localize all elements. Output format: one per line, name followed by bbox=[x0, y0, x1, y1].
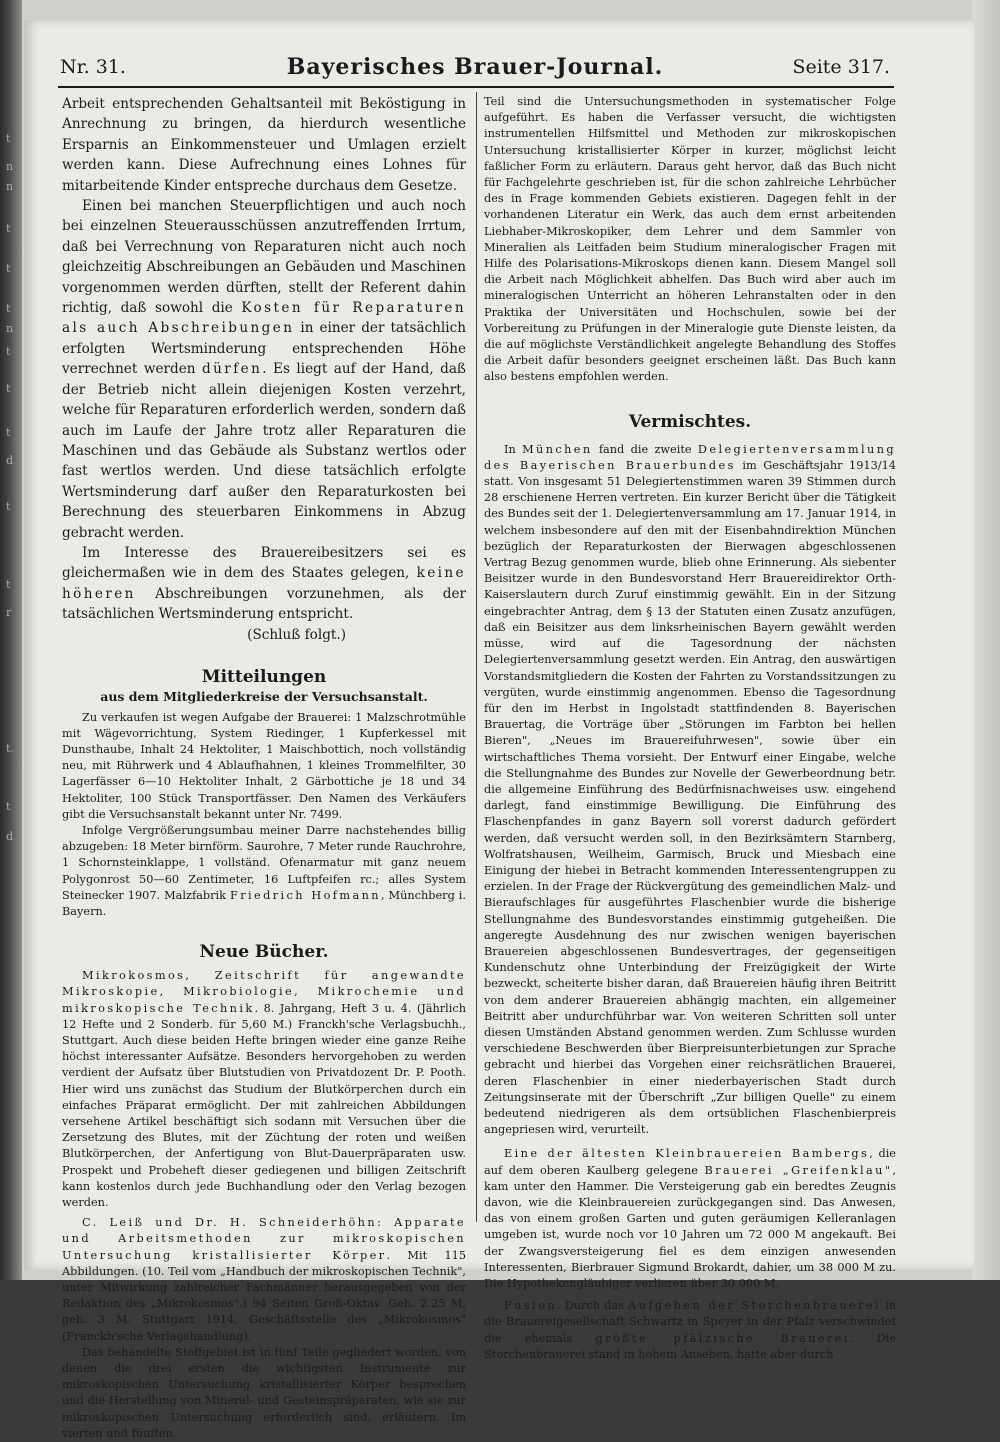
margin-fragment: t bbox=[6, 500, 11, 513]
margin-fragment: t bbox=[6, 800, 11, 813]
book-review-paragraph bbox=[62, 1215, 466, 1345]
margin-fragment: n bbox=[6, 180, 14, 193]
text-run: . Mit 115 Abbildungen. (10. Teil vom „Handbuch der mikroskopischen Technik", unter Mitwirkung zahlreicher Fachmänner herausgegeben von der Redaktion des „Mikrokosmos".) 94 Seiten Groß-Oktav. Geh. 2.25 M, geb. 3 M. Stuttgart 1914, Geschäftsstelle des „Mikrokosmos" (Franckh'sche Verlagshandlung). bbox=[62, 1248, 467, 1343]
text-run: fand die zweite bbox=[592, 442, 698, 456]
page-number: Seite 317. bbox=[792, 56, 890, 78]
text-run: , Münchberg i. Bayern. bbox=[62, 888, 466, 918]
spaced-emphasis: Eine der ältesten Kleinbrauereien Bambergs bbox=[504, 1147, 870, 1161]
margin-fragment: n bbox=[6, 322, 14, 335]
section-title-neue-buecher: Neue Bücher. bbox=[199, 942, 329, 963]
spaced-emphasis: dürfen bbox=[202, 361, 263, 378]
spaced-emphasis: Aufgehen der Storchenbrauerei bbox=[628, 1299, 881, 1313]
margin-fragment: t bbox=[6, 132, 11, 145]
section-title-mitteilungen: Mitteilungen bbox=[201, 666, 327, 687]
text-run: . Es liegt auf der Hand, daß der Betrieb nicht allein diejenigen Kosten verzehrt, welche für Reparaturen erforderlich werden, sondern daß auch im Laufe der Jahre trotz aller Reparaturen die Maschinen und das Gebäude als Substanz wertlos oder fast wertlos werden. Und diese tatsächlich erfolgte Wertsminderung darf außer den Reparaturkosten bei Berechnung des steuerbaren Einkommens in Abzug gebracht werden. bbox=[62, 361, 467, 541]
book-title: C. Leiß und Dr. H. Schneiderhöhn: Apparate und Arbeitsmethoden zur mikroskopischen Untersuchung kristallisierter Körper bbox=[62, 1216, 466, 1262]
text-run: Im Interesse des Brauereibesitzers sei es gleichermaßen wie in dem des Staates gelegen, bbox=[62, 544, 466, 582]
spaced-emphasis: Friedrich Hofmann bbox=[229, 888, 381, 902]
article-continuation-paragraph: Arbeit entsprechenden Gehaltsanteil mit Beköstigung in Anrechnung zu bringen, da hierdurch wesentliche Ersparnis an Einkommensteuer und Umlagen erzielt werden kann. Diese Aufrechnung eines Lohnes für mitarbeitende Kinder entspreche durchaus dem Gesetze. bbox=[62, 96, 466, 194]
text-run: , die auf dem oberen Kaulberg gelegene bbox=[484, 1147, 896, 1177]
text-run: in die Brauereigesellschaft Schwartz in Speyer in der Pfalz verschwindet die ehemals bbox=[484, 1299, 896, 1345]
spaced-emphasis: Kosten für Reparaturen als auch Abschreibungen bbox=[62, 300, 466, 337]
margin-fragment: t bbox=[6, 426, 11, 439]
book-review-paragraph bbox=[62, 968, 466, 1211]
section-title-vermischtes: Vermischtes. bbox=[628, 411, 752, 432]
to-be-continued-note: (Schluß folgt.) bbox=[247, 626, 346, 643]
section-subtitle: aus dem Mitgliederkreise der Versuchsanstalt. bbox=[100, 688, 428, 704]
text-run: . Die Storchenbrauerei stand in hohem Ansehen, hatte aber durch bbox=[484, 1331, 897, 1361]
notice-paragraph bbox=[62, 823, 466, 920]
journal-title: Bayerisches Brauer-Journal. bbox=[286, 54, 664, 80]
margin-fragment: d bbox=[6, 830, 14, 843]
page-edge-right bbox=[972, 0, 1000, 1280]
text-run: In bbox=[504, 442, 523, 456]
margin-fragment: t. bbox=[6, 742, 14, 755]
margin-fragment: t bbox=[6, 222, 11, 235]
right-column bbox=[484, 94, 896, 1363]
book-title: Mikrokosmos, Zeitschrift für angewandte Mikroskopie, Mikrobiologie, Mikrochemie und mikroskopische Technik bbox=[62, 969, 466, 1015]
text-run: , kam unter den Hammer. Die Versteigerung gab ein beredtes Zeugnis davon, wie die Kleinbrauereien zurückgegangen sind. Das Anwesen, das von einem großen Garten und guten geräumigen Kelleranlagen umgeben ist, wurde noch vor 10 Jahren um 72 000 M angekauft. Bei der Zwangsversteigerung fiel es dem einzigen anwesenden Interessenten, Bierbrauer Sigmund Brokardt, dahier, um 38 000 M zu. Die Hypothekengläubiger verlieren über 30 000 M. bbox=[484, 1163, 897, 1291]
text-run: im Geschäftsjahr 1913/14 statt. Von insgesamt 51 Delegiertenstimmen waren 39 Stimmen durch 28 erschienene Herren vertreten. Ein kurzer Bericht über die Tätigkeit des Bundes seit der 1. Delegiertenversammlung am 17. Januar 1914, in welchem insbesondere auf den mit der Eisenbahndirektion München bezüglich der Reparaturkosten der Bierwagen abgeschlossenen Vertrag Bezug genommen wurde, blieb ohne Erinnerung. Als siebenter Beisitzer wurde in den Bundesvorstand Herr Brauereidirektor Orth-Kaiserslautern durch Zuruf einstimmig gewählt. Ein in der Sitzung eingebrachter Antrag, dem § 13 der Statuten einen Zusatz anzufügen, daß ein Beisitzer aus dem linksrheinischen Bayern gewählt werden müsse, wird auf die Tagesordnung der nächsten Delegiertenversammlung gesetzt werden. Ein Antrag, den auswärtigen Vorstandsmitgliedern die Kosten der Fahrten zu Vorstandssitzungen zu vergüten, wurde einstimmig angenommen. Ebenso die Tagesordnung für den im Herbst in Ingolstadt stattfindenden 8. Bayerischen Brauertag, die Vorträge über „Störungen im Farbton bei hellen Bieren", „Neues im Brauereifuhrwesen", sowie über ein wirtschaftliches Thema vorsieht. Der Entwurf einer Eingabe, welche die Stellungnahme des Bundes zur Novelle der Gewerbeordnung betr. die allgemeine Einführung des Bedürfnisnachweises usw. eingehend darlegt, fand einstimmige Bewilligung. Die Einführung des Flaschenpfandes in ganz Bayern soll vorerst dadurch gefördert werden, daß versucht werden soll, in den Bezirksämtern Starnberg, Wolfratshausen, Weilheim, Garmisch, Bruck und Miesbach eine Einigung der hiebei in Betracht kommenden Interessentengruppen zu erzielen. In der Frage der Rückvergütung des gemeindlichen Malz- und Bieraufschlages für ausgeführtes Flaschenbier wurde die bisherige Stellungnahme des Bundesvorstandes einstimmig gutgeheißen. Die angeregte Ausdehnung des nur zwischen wenigen bayerischen Brauereien abgeschlossenen Bundesvertrages, der gegenseitigen Kundenschutz ohne Unterbindung der Freizügigkeit der Wirte bezweckt, scheiterte bisher daran, daß Brauereien häufig ihren Beitritt von dem anderer Brauereien abhängig machten, ein allgemeiner Beitritt aber undurchführbar war. Von weiteren Schritten soll unter diesen Umständen Abstand genommen werden. Zum Schlusse wurden verschiedene Beschwerden über Bierpreisunterbietungen zur Sprache gebracht und hierbei das Vorgehen einer reichsrätlichen Brauerei, deren Flaschenbier in einer niederbayerischen Stadt durch Zeitungsinserate mit der Überschrift „Zur billigen Quelle" zu einem bedeutend niedrigeren als dem ortsüblichen Flaschenbierpreis angepriesen wird, verurteilt. bbox=[484, 458, 896, 1137]
margin-fragment: t bbox=[6, 262, 11, 275]
margin-fragment: t bbox=[6, 345, 11, 358]
spaced-emphasis: Delegiertenversammlung des Bayerischen Brauerbundes bbox=[484, 442, 896, 472]
text-run: . 8. Jahrgang, Heft 3 u. 4. (Jährlich 12 Hefte und 2 Sonderb. für 5,60 M.) Franckh'sche Verlagsbuchh., Stuttgart. Auch diese beiden Hefte bringen wieder eine ganze Reihe höchst interessanter Aufsätze. Besonders hervorgehoben zu werden verdient der Aufsatz über Blutstudien von Privatdozent Dr. P. Pooth. Hier wird uns zunächst das Studium der Blutkörperchen durch ein einfaches Präparat ermöglicht. Der mit zahlreichen Abbildungen versehene Artikel beschäftigt sich sodann mit Versuchen über die Zersetzung des Blutes, mit der Züchtung der roten und weißen Blutkörperchen, der Anfertigung von Blut-Dauerpräparaten usw. Prospekt und Probeheft dieser gediegenen und billigen Zeitschrift kann kostenlos durch jede Buchhandlung oder den Verlag bezogen werden. bbox=[62, 1001, 466, 1210]
spaced-emphasis: keine höheren bbox=[62, 565, 466, 602]
previous-page-fragments bbox=[0, 0, 22, 1280]
text-run: Einen bei manchen Steuerpflichtigen und auch noch bei einzelnen Steuerausschüssen anzutreffenden Irrtum, daß bei Verrechnung von Reparaturen nicht auch noch gleichzeitig Abschreibungen an Gebäuden und Maschinen vorgenommen werden dürften, stellt der Referent dahin richtig, daß sowohl die bbox=[62, 198, 466, 317]
margin-fragment: t bbox=[6, 302, 11, 315]
margin-fragment: d bbox=[6, 454, 14, 467]
spaced-emphasis: München bbox=[522, 442, 593, 456]
spaced-emphasis: Brauerei „Greifenklau" bbox=[704, 1163, 893, 1177]
blank-space bbox=[62, 645, 466, 667]
article-paragraph bbox=[62, 196, 466, 543]
text-run: Infolge Vergrößerungsumbau meiner Darre nachstehendes billig abzugeben: 18 Meter birnförm. Saurohre, 7 Meter runde Rauchrohre, 1 Schornsteinklappe, 1 vollständ. Ofenarmatur mit ganz neuem Polygonrost 50—60 Zentimeter, 16 Luftpfeifen rc.; alles System Steinecker 1907. Malzfabrik bbox=[62, 823, 466, 902]
news-paragraph bbox=[484, 1298, 896, 1363]
notice-paragraph: Zu verkaufen ist wegen Aufgabe der Brauerei: 1 Malzschrotmühle mit Wägevorrichtung, System Riedinger, 1 Kupferkessel mit Dunsthaube, Inhalt 24 Hektoliter, 1 Maischbottich, noch vollständig neu, mit Rührwerk und 4 Ablaufhahnen, 1 kleines Trommelfilter, 30 Lagerfässer 6—10 Hektoliter Inhalt, 2 Gärbottiche je 18 und 34 Hektoliter, 100 Stück Transportfässer. Den Namen des Verkäufers gibt die Versuchsanstalt bekannt unter Nr. 7499. bbox=[62, 710, 466, 821]
text-run: . Durch das bbox=[557, 1299, 629, 1313]
spaced-emphasis: Fusion bbox=[504, 1299, 558, 1313]
text-run: in einer der tatsächlich erfolgten Wertsminderung entsprechenden Höhe verrechnet werden bbox=[62, 320, 466, 378]
column-divider bbox=[476, 92, 477, 1222]
issue-number: Nr. 31. bbox=[60, 56, 126, 78]
book-review-continuation: Teil sind die Untersuchungsmethoden in systematischer Folge aufgeführt. Es haben die Verfasser versucht, die wichtigsten instrumentellen Hilfsmittel und Methoden zur mikroskopischen Untersuchung kristallisierter Körper in kurzer, möglichst leicht faßlicher Form zu erläutern. Daraus geht hervor, daß das Buch nicht für Fachgelehrte geschrieben ist, für die schon zahlreiche Lehrbücher des in Frage kommenden Gebiets existieren. Dagegen fehlt in der vorhandenen Literatur ein Werk, das auch dem ernst arbeitenden Liebhaber-Mikroskopiker, dem Lehrer und dem Sammler von Mineralien als Leitfaden beim Studium mineralogischer Fragen mit Hilfe des Polarisations-Mikroskops dienen kann. Diesem Mangel soll die Arbeit nach Möglichkeit abhelfen. Das Buch wird aber auch im mineralogischen Unterricht an höheren Lehranstalten oder in den Praktika der Universitäten und Hochschulen, sowie bei der Vorbereitung zu Prüfungen in der Mineralogie gute Dienste leisten, da die auf möglichste Verständlichkeit angelegte Behandlung des Stoffes die Arbeit dafür besonders geeignet erscheinen läßt. Das Buch kann also bestens empfohlen werden. bbox=[484, 95, 896, 384]
book-review-paragraph: Das behandelte Stoffgebiet ist in fünf Teile gegliedert worden, von denen die drei ersten die wichtigsten Instrumente zur mikroskopischen Untersuchung kristallisierter Körper besprechen und die Herstellung von Mineral- und Gesteinspräparaten, wie sie zur mikroskopischen Untersuchung erforderlich sind, erläutern. Im vierten und fünften bbox=[62, 1345, 466, 1440]
article-paragraph bbox=[62, 543, 466, 625]
margin-fragment: t bbox=[6, 578, 11, 591]
left-column bbox=[62, 94, 466, 1442]
spaced-emphasis: größte pfälzische Brauerei bbox=[595, 1331, 850, 1345]
margin-fragment: n bbox=[6, 160, 14, 173]
news-paragraph bbox=[484, 1146, 896, 1292]
margin-fragment: t bbox=[6, 382, 11, 395]
margin-fragment: r bbox=[6, 606, 12, 619]
running-header bbox=[60, 52, 890, 86]
header-rule bbox=[58, 86, 894, 88]
news-paragraph bbox=[484, 442, 896, 1139]
text-run: Abschreibungen vorzunehmen, als der tatsächlichen Wertsminderung entspricht. bbox=[62, 585, 466, 623]
